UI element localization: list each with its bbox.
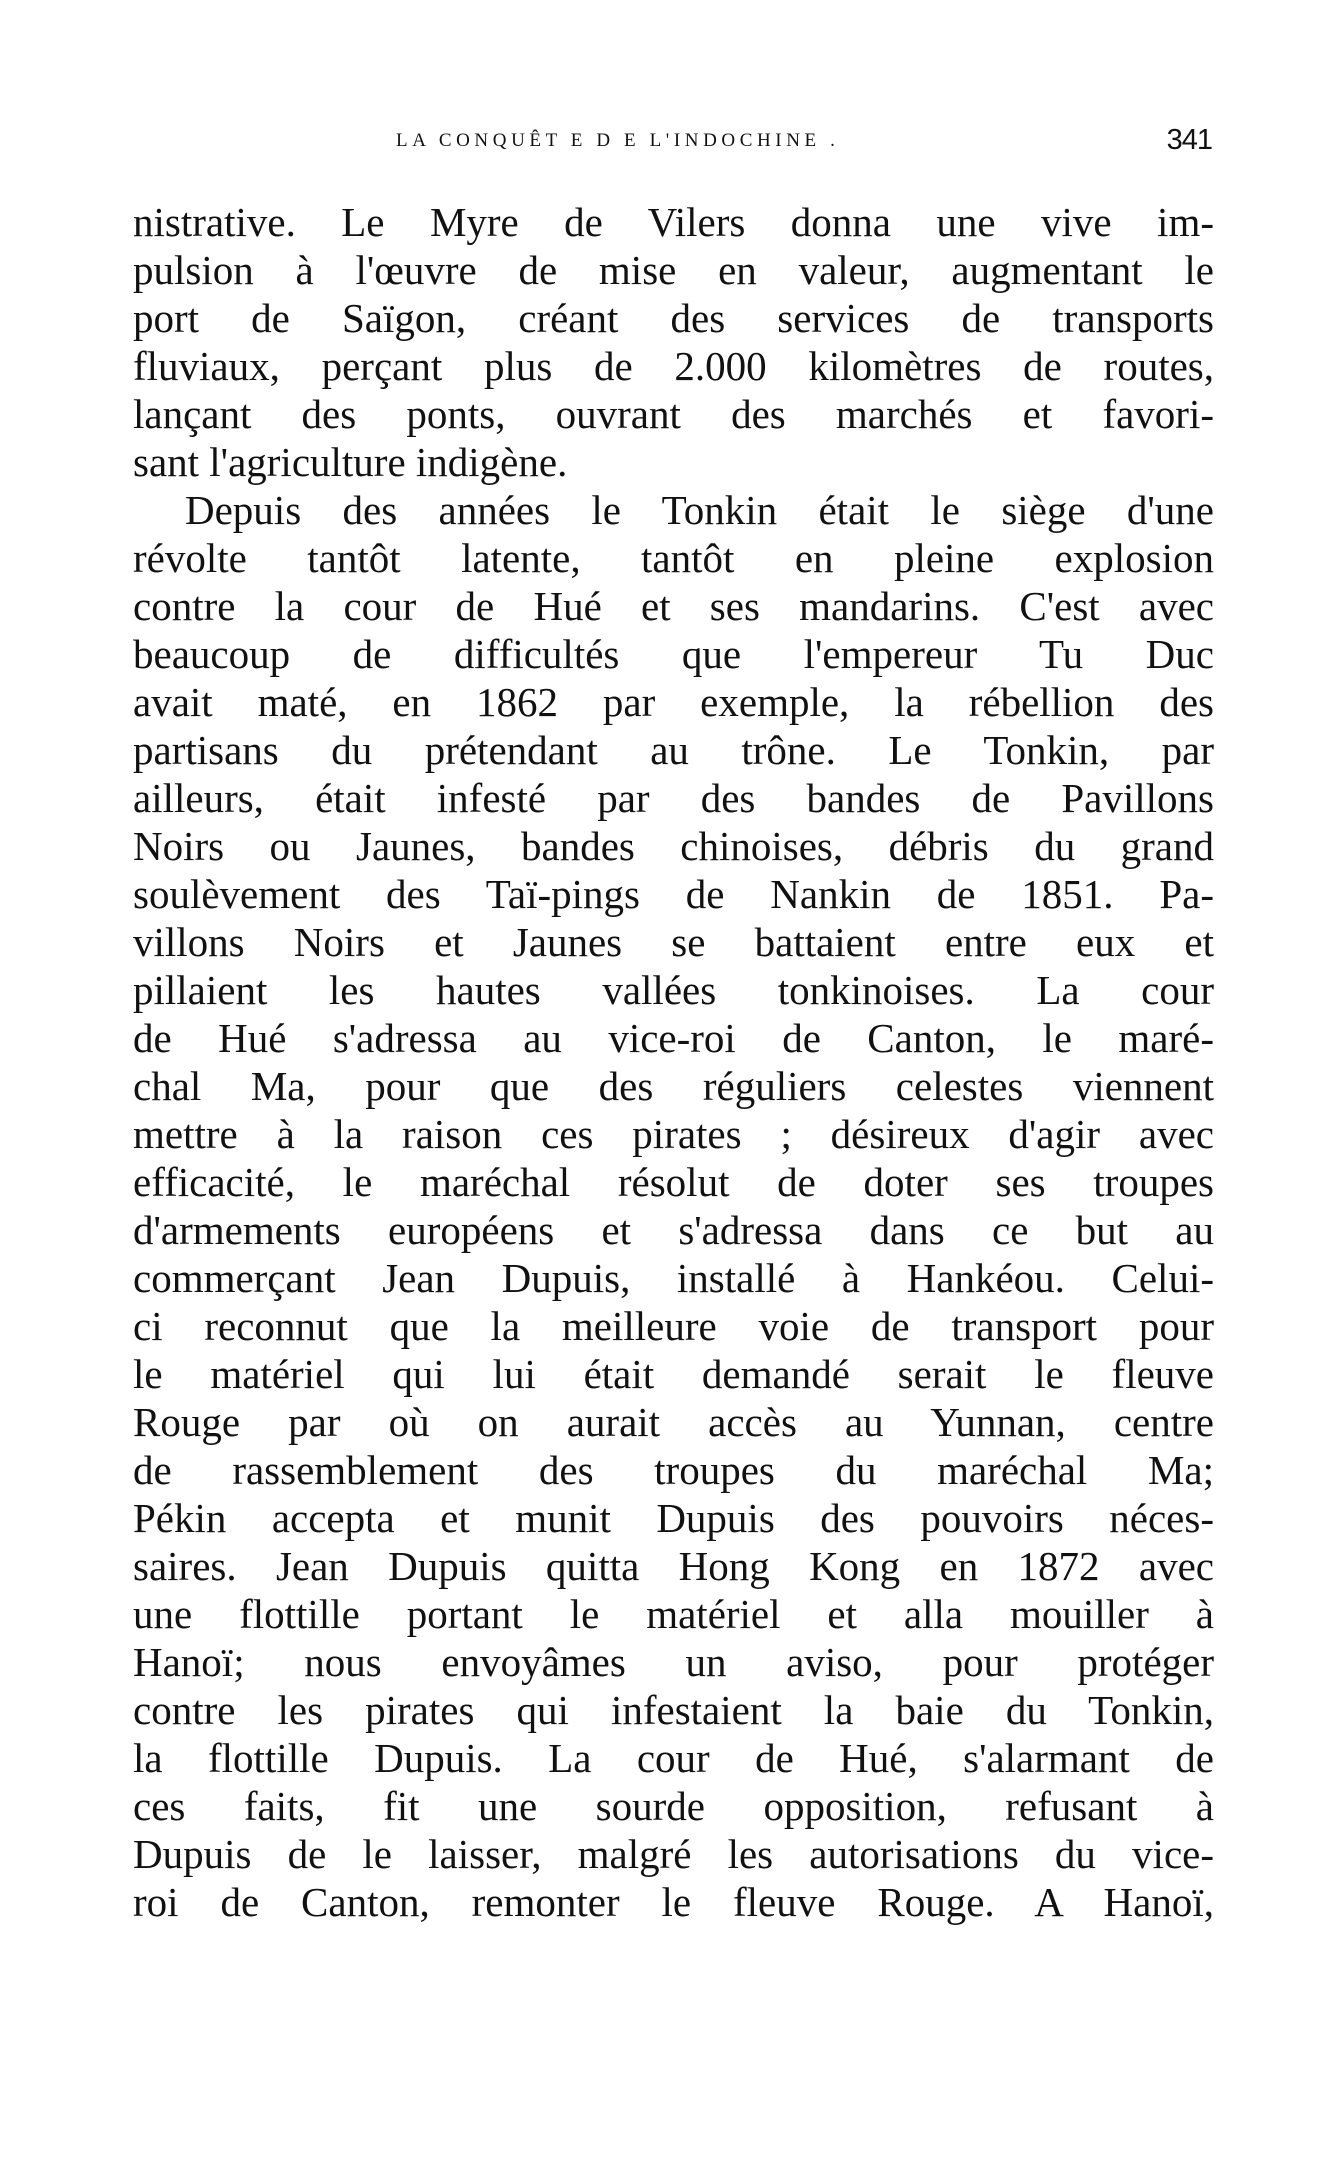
text-line: port de Saïgon, créant des services de transports [133,295,1214,341]
text-line: pulsion à l'œuvre de mise en valeur, augmentant le [133,247,1214,293]
text-line: la flottille Dupuis. La cour de Hué, s'alarmant de [133,1735,1214,1781]
text-line: une flottille portant le matériel et alla mouiller à [133,1591,1214,1637]
page-number: 341 [1166,124,1212,156]
text-line: contre les pirates qui infestaient la baie du Tonkin, [133,1687,1214,1733]
text-line: mettre à la raison ces pirates ; désireux d'agir avec [133,1111,1214,1157]
text-line: partisans du prétendant au trône. Le Tonkin, par [133,727,1214,773]
text-line: Noirs ou Jaunes, bandes chinoises, débris du grand [133,823,1214,869]
text-line: soulèvement des Taï-pings de Nankin de 1851. Pa- [133,871,1214,917]
text-line: villons Noirs et Jaunes se battaient entre eux et [133,919,1214,965]
text-line: de Hué s'adressa au vice-roi de Canton, le maré- [133,1015,1214,1061]
running-title: LA CONQUÊT E D E L'INDOCHINE . [396,130,840,151]
text-line: ces faits, fit une sourde opposition, refusant à [133,1783,1214,1829]
text-line: révolte tantôt latente, tantôt en pleine explosion [133,535,1214,581]
text-line: Hanoï; nous envoyâmes un aviso, pour protéger [133,1639,1214,1685]
text-line: lançant des ponts, ouvrant des marchés et favori- [133,391,1214,437]
paragraph-2 [133,486,1214,1926]
text-line: Rouge par où on aurait accès au Yunnan, centre [133,1399,1214,1445]
text-line: saires. Jean Dupuis quitta Hong Kong en 1872 avec [133,1543,1214,1589]
text-line: Pékin accepta et munit Dupuis des pouvoirs néces- [133,1495,1214,1541]
body-text [133,198,1214,1926]
text-line: fluviaux, perçant plus de 2.000 kilomètres de routes, [133,343,1214,389]
text-line: avait maté, en 1862 par exemple, la rébellion des [133,679,1214,725]
text-line: roi de Canton, remonter le fleuve Rouge. A Hanoï, [133,1879,1214,1925]
text-line: efficacité, le maréchal résolut de doter ses troupes [133,1159,1214,1205]
text-line: pillaient les hautes vallées tonkinoises. La cour [133,967,1214,1013]
running-header [132,124,1212,168]
text-line: contre la cour de Hué et ses mandarins. C'est avec [133,583,1214,629]
text-line: Depuis des années le Tonkin était le siège d'une [185,487,1214,533]
text-line: ailleurs, était infesté par des bandes de Pavillons [133,775,1214,821]
text-line: chal Ma, pour que des réguliers celestes viennent [133,1063,1214,1109]
text-line: beaucoup de difficultés que l'empereur Tu Duc [133,631,1214,677]
text-line: ci reconnut que la meilleure voie de transport pour [133,1303,1214,1349]
text-line: d'armements européens et s'adressa dans ce but au [133,1207,1214,1253]
text-line: Dupuis de le laisser, malgré les autorisations du vice- [133,1831,1214,1877]
text-line: sant l'agriculture indigène. [133,439,568,485]
text-line: nistrative. Le Myre de Vilers donna une vive im- [133,199,1214,245]
paragraph-1 [133,198,1214,486]
text-line: de rassemblement des troupes du maréchal Ma; [133,1447,1214,1493]
text-line: le matériel qui lui était demandé serait le fleuve [133,1351,1214,1397]
text-line: commerçant Jean Dupuis, installé à Hankéou. Celui- [133,1255,1214,1301]
